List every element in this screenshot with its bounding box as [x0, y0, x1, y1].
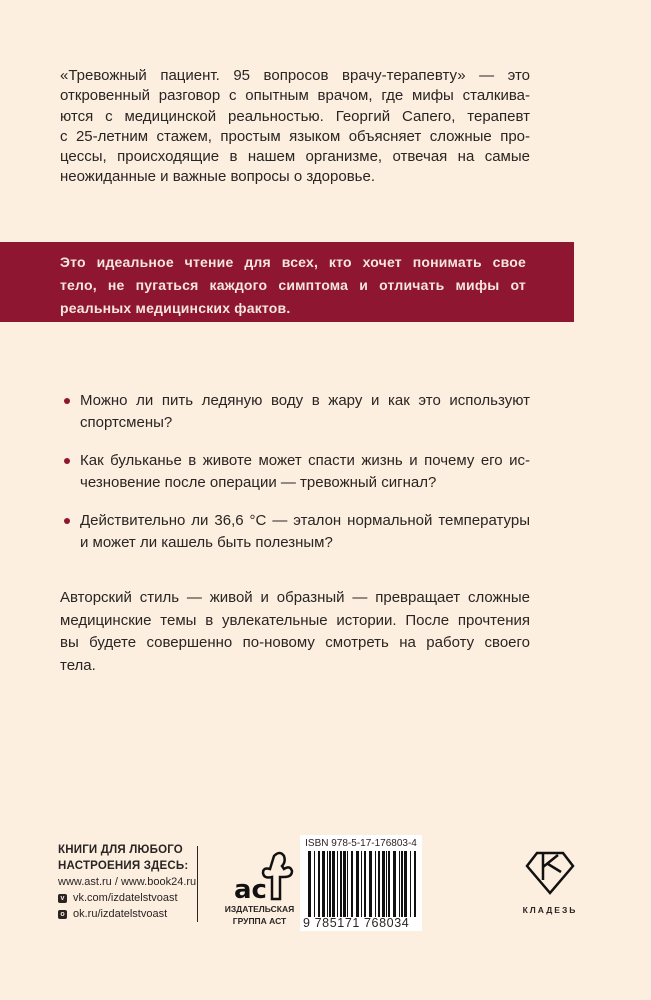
bullet-icon [64, 398, 70, 404]
barcode-number: 9 785171 768034 [303, 916, 410, 930]
text-line: Можно ли пить ледяную воду в жару и как это используют [80, 392, 530, 409]
vk-link[interactable]: vk.com/izdatelstvoast [73, 892, 178, 904]
barcode-bar [410, 851, 411, 917]
banner-text [60, 251, 526, 320]
ast-logo [212, 850, 307, 930]
barcode-bar [404, 851, 407, 917]
barcode-bar [378, 851, 380, 917]
publisher-caption: ИЗДАТЕЛЬСКАЯ [224, 904, 295, 914]
text-line: медицинские темы в увлекательные истории. После прочтения [60, 611, 530, 629]
text-line: с 25-летним стажем, простым языком объясняет сложные про- [60, 127, 530, 145]
barcode-bar [399, 851, 400, 917]
barcode-bar [414, 851, 416, 917]
ast-logo-icon [212, 850, 307, 902]
text-line: реальных медицинских фактов. [60, 300, 291, 316]
outro-paragraph [60, 587, 530, 677]
text-line: Как бульканье в животе может спасти жизнь и почему его ис- [80, 452, 530, 469]
text-line: «Тревожный пациент. 95 вопросов врачу-терапевту» — это [60, 67, 530, 84]
website-links[interactable]: www.ast.ru / www.book24.ru [58, 876, 197, 888]
intro-paragraph [60, 66, 530, 188]
isbn-barcode [300, 835, 422, 931]
text-line: Действительно ли 36,6 °C — эталон нормальной температуры [80, 512, 530, 529]
highlight-banner [0, 242, 574, 322]
text-line: тело, не пугаться каждого симптома и отличать мифы от [60, 277, 526, 293]
divider [197, 846, 198, 922]
barcode-bar [343, 851, 346, 917]
barcode-bar [388, 851, 390, 917]
ok-link[interactable]: ok.ru/izdatelstvoast [73, 908, 168, 920]
barcode-bar [364, 851, 366, 917]
barcode-bar [340, 851, 342, 917]
barcode-bar [314, 851, 315, 917]
barcode-bar [337, 851, 338, 917]
barcode-bar [401, 851, 403, 917]
bullet-icon [64, 458, 70, 464]
links-heading: НАСТРОЕНИЯ ЗДЕСЬ: [58, 860, 189, 872]
svg-text:ac: ac [234, 875, 267, 902]
barcode-bar [351, 851, 353, 917]
text-line: чезновение после операции — тревожный сигнал? [80, 474, 437, 491]
barcode-bar [329, 851, 331, 917]
diamond-k-icon [525, 850, 575, 896]
text-line: неожиданные и важные вопросы о здоровье. [60, 168, 375, 186]
text-line: спортсмены? [80, 414, 173, 431]
barcode-bar [327, 851, 328, 917]
ok-icon: o [58, 910, 67, 919]
barcode-bar [356, 851, 359, 917]
barcode-bar [382, 851, 385, 917]
isbn-text: ISBN 978-5-17-176803-4 [305, 838, 417, 849]
barcode-bar [375, 851, 376, 917]
barcode-bar [322, 851, 325, 917]
bullet-icon [64, 518, 70, 524]
links-heading: КНИГИ ДЛЯ ЛЮБОГО [58, 844, 183, 856]
imprint-name: КЛАДЕЗЬ [522, 905, 578, 915]
barcode-bar [393, 851, 396, 917]
text-line: ются с медицинской реальностью. Георгий Сапего, терапевт [60, 107, 530, 125]
kladez-logo [515, 850, 585, 915]
publisher-caption: ГРУППА АСТ [232, 916, 287, 926]
barcode-bar [347, 851, 348, 917]
text-line: откровенный разговор с опытным врачом, где мифы сталкива- [60, 87, 530, 105]
text-line: вы будете совершенно по-новому смотреть на работу своего [60, 634, 530, 651]
text-line: цессы, происходящие в нашем организме, отвечая на самые [60, 148, 530, 166]
text-line: и может ли кашель быть полезным? [80, 534, 333, 551]
text-line: Авторский стиль — живой и образный — превращает сложные [60, 589, 530, 606]
barcode-bar [361, 851, 362, 917]
barcode-bar [318, 851, 320, 917]
barcode-bar [332, 851, 335, 917]
barcode-bar [369, 851, 372, 917]
barcode-bar [386, 851, 387, 917]
text-line: Это идеальное чтение для всех, кто хочет понимать свое [60, 254, 526, 270]
publisher-links [58, 842, 196, 922]
barcode-bar [308, 851, 311, 917]
text-line: тела. [60, 656, 96, 674]
vk-icon: v [58, 894, 67, 903]
